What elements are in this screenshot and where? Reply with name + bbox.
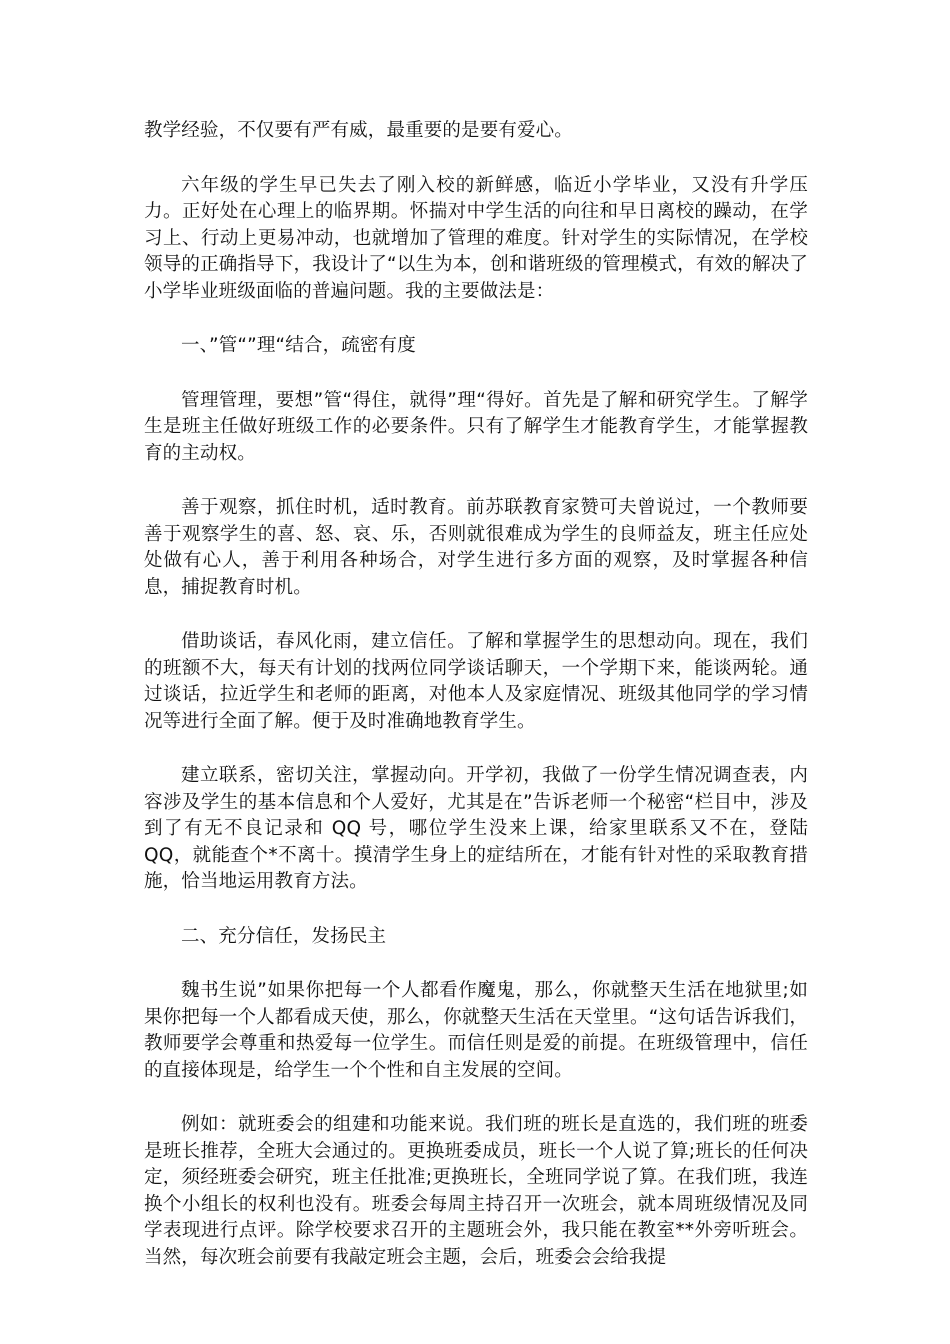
paragraph-management: 管理管理，要想”管“得住，就得”理“得好。首先是了解和研究学生。了解学生是班主任做好班级工作的必要条件。只有了解学生才能教育学生，才能掌握教育的主动权。 xyxy=(144,389,808,464)
paragraph-observation: 善于观察，抓住时机，适时教育。前苏联教育家赞可夫曾说过，一个教师要善于观察学生的喜、怒、哀、乐，否则就很难成为学生的良师益友，班主任应处处做有心人，善于利用各种场合，对学生进行多方面的观察，及时掌握各种信息，捕捉教育时机。 xyxy=(144,497,808,598)
document-body xyxy=(144,118,808,1299)
paragraph-wei-shusheng-quote: 魏书生说”如果你把每一个人都看作魔鬼，那么，你就整天生活在地狱里;如果你把每一个人都看成天使，那么，你就整天生活在天堂里。“这句话告诉我们，教师要学会尊重和热爱每一位学生。而信任则是爱的前提。在班级管理中，信任的直接体现是，给学生一个个性和自主发展的空间。 xyxy=(144,980,808,1081)
paragraph-sixth-grade-students: 六年级的学生早已失去了刚入校的新鲜感，临近小学毕业，又没有升学压力。正好处在心理上的临界期。怀揣对中学生活的向往和早日离校的躁动，在学习上、行动上更易冲动，也就增加了管理的难度。针对学生的实际情况，在学校领导的正确指导下，我设计了“以生为本，创和谐班级的管理模式，有效的解决了小学毕业班级面临的普遍问题。我的主要做法是： xyxy=(144,174,808,302)
paragraph-continuation: 教学经验，不仅要有严有威，最重要的是要有爱心。 xyxy=(144,120,573,141)
paragraph-conversation: 借助谈话，春风化雨，建立信任。了解和掌握学生的思想动向。现在，我们的班额不大，每天有计划的找两位同学谈话聊天，一个学期下来，能谈两轮。通过谈话，拉近学生和老师的距离，对他本人及家庭情况、班级其他同学的学习情况等进行全面了解。便于及时准确地教育学生。 xyxy=(144,631,808,732)
section-heading-2: 二、充分信任，发扬民主 xyxy=(181,925,387,947)
paragraph-contact: 建立联系，密切关注，掌握动向。开学初，我做了一份学生情况调查表，内容涉及学生的基本信息和个人爱好，尤其是在”告诉老师一个秘密“栏目中，涉及到了有无不良记录和 QQ 号，哪位学生没来上课，给家里联系又不在，登陆 QQ，就能查个*不离十。摸清学生身上的症结所在，才能有针对性的采取教育措施，恰当地运用教育方法。 xyxy=(144,765,808,892)
paragraph-class-committee-example: 例如：就班委会的组建和功能来说。我们班的班长是直选的，我们班的班委是班长推荐，全班大会通过的。更换班委成员，班长一个人说了算;班长的任何决定，须经班委会研究，班主任批准;更换班长，全班同学说了算。在我们班，我连换个小组长的权利也没有。班委会每周主持召开一次班会，就本周班级情况及同学表现进行点评。除学校要求召开的主题班会外，我只能在教室**外旁听班会。当然，每次班会前要有我敲定班会主题，会后，班委会会给我提 xyxy=(144,1114,808,1268)
section-heading-1: 一、”管“”理“结合，疏密有度 xyxy=(181,335,416,356)
